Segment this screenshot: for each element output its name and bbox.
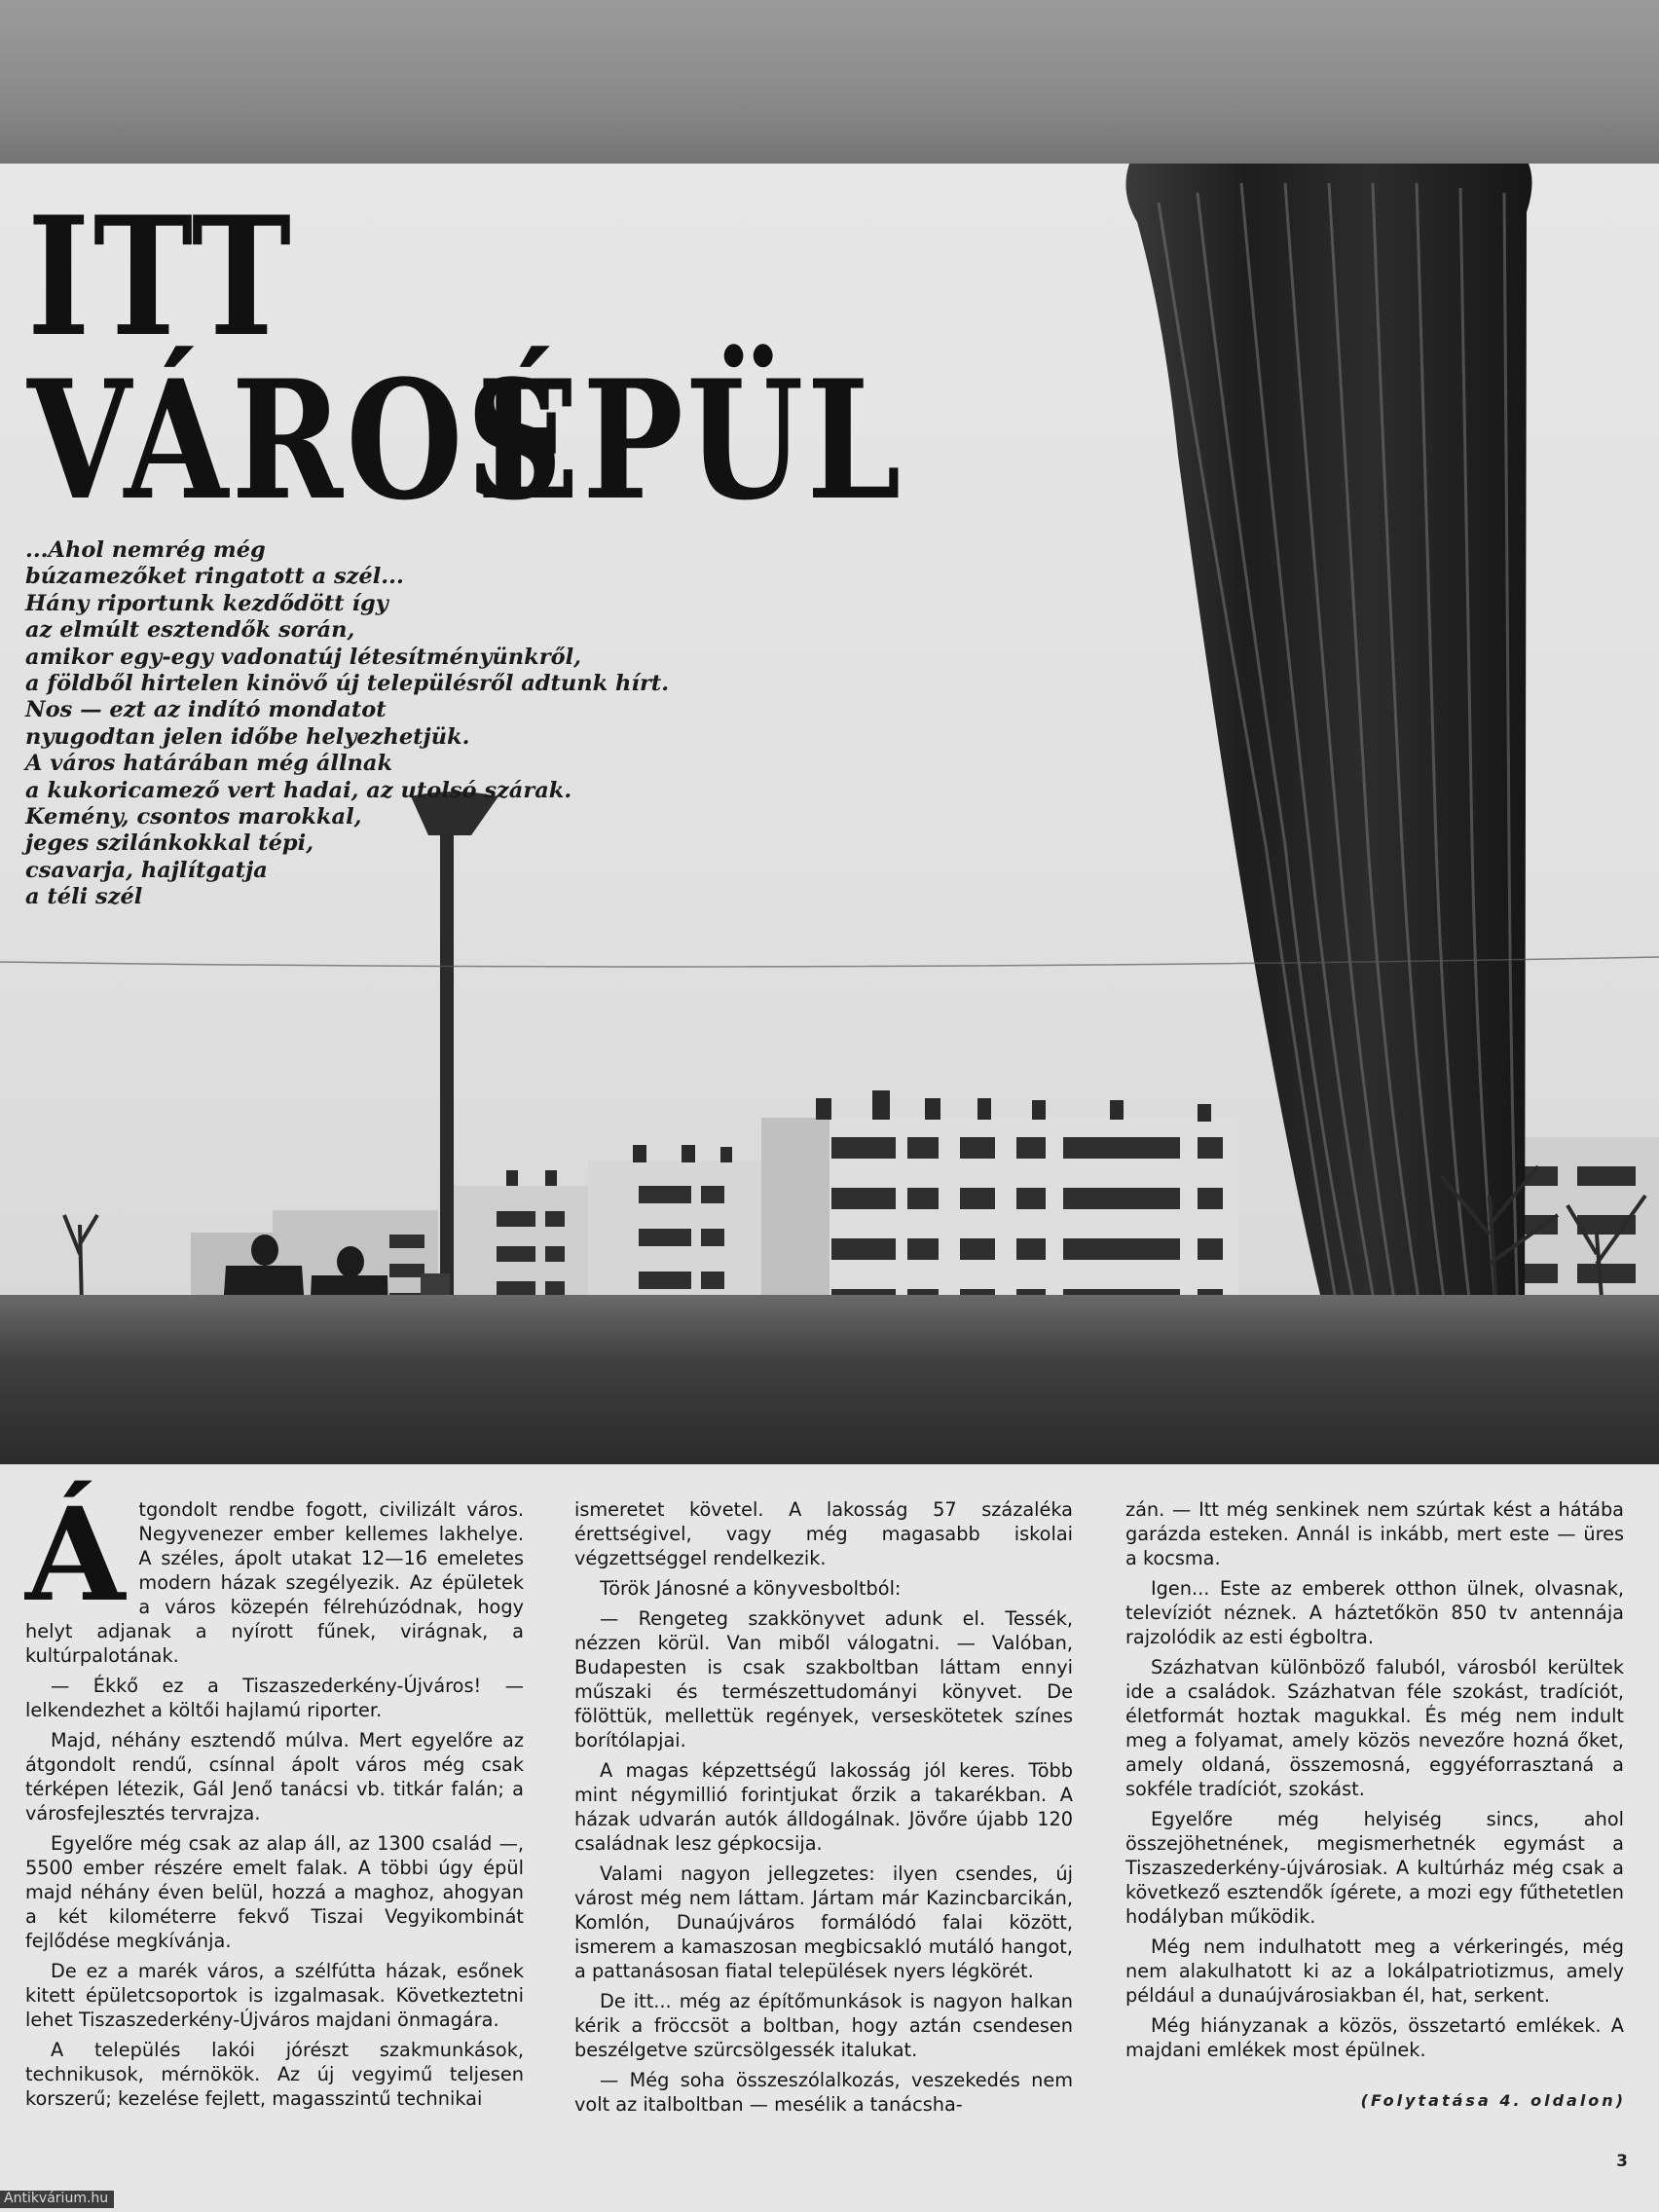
article-paragraph: — Ékkő ez a Tiszaszederkény-Újváros! — lelkendezhet a költői hajlamú riporter. (25, 1675, 524, 1721)
article-paragraph: A magas képzettségű lakosság jól keres. Több mint négymillió forintjukat őrzik a takarékban. A házak udvarán autók álldogálnak. Jövőre újabb 120 családnak lesz gépkocsija. (574, 1759, 1073, 1855)
intro-line: Nos — ezt az indító mondatot (25, 697, 387, 723)
intro-line: Kemény, csontos marokkal, (25, 804, 362, 830)
article-paragraph: — Még soha összeszólalkozás, veszekedés nem volt az italboltban — mesélik a tanácsha- (574, 2069, 1073, 2116)
intro-line: Hány riportunk kezdődött így (25, 590, 388, 616)
article-paragraph: Majd, néhány esztendő múlva. Mert egyelőre az átgondolt rendű, csínnal ápolt város még csak térképen létezik, Gál Jenő tanácsi vb. titkár falán; a városfejlesztés tervrajza. (25, 1729, 524, 1825)
article-paragraph: Még nem indulhatott meg a vérkeringés, még nem alakulhatott ki az a lokálpatriotizmus, amely például a dunaújvárosiakban él, hat, serkent. (1125, 1936, 1624, 2007)
intro-line: jeges szilánkokkal tépi, (25, 830, 314, 857)
intro-line: amikor egy-egy vadonatúj létesítményünkről, (25, 644, 581, 670)
article-paragraph: Török Jánosné a könyvesboltból: (600, 1577, 902, 1600)
paragraph-text: tgondolt rendbe fogott, civilizált város. Negyvenezer ember kellemes lakhelye. A széles, ápolt utakat 12—16 emeletes modern házak szegélyezik. Az épületek a város közepén félrehúzódnak, hogy helyt adjanak a nyírott fűnek, virágnak, a kultúrpalotának. (25, 1498, 524, 1667)
article-paragraph: — Rengeteg szakkönyvet adunk el. Tessék, nézzen körül. Van miből válogatni. — Valóban, Budapesten is csak szakboltban láttam ennyi műszaki és természettudományi könyvet. De fölöttük, mellettük regények, verseskötetek színes borítólapjai. (574, 1607, 1073, 1751)
article-paragraph: Egyelőre még csak az alap áll, az 1300 család —, 5500 ember részére emelt falak. A többi úgy épül majd néhány éven belül, hozzá a maghoz, ahogyan a két kilométerre fekvő Tiszai Vegyikombinát fejlődése megkívánja. (25, 1832, 524, 1952)
article-column-2 (574, 1497, 1073, 2122)
headline-line-2: ÉPÜL (477, 344, 904, 536)
article-paragraph: Igen... Este az emberek otthon ülnek, olvasnak, televíziót néznek. A háztetőkön 850 tv antennája rajzolódik az esti égboltra. (1125, 1577, 1624, 1648)
intro-line: az elmúlt esztendők során, (25, 617, 355, 644)
article-paragraph: Még hiányzanak a közös, összetartó emlékek. A majdani emlékek most épülnek. (1125, 2014, 1624, 2061)
article-paragraph: De ez a marék város, a szélfútta házak, esőnek kitett épületcsoportok is izgalmasak. Következtetni lehet Tiszaszederkény-Újváros majdani önmagára. (25, 1960, 524, 2031)
intro-line: a földből hirtelen kinövő új településről adtunk hírt. (25, 671, 670, 697)
article-paragraph: De itt... még az építőmunkások is nagyon halkan kérik a fröccsöt a boltban, hogy aztán csendesen beszélgetve szürcsölgessék italukat. (574, 1990, 1073, 2061)
background-strip (0, 0, 1659, 180)
intro-line: a téli szél (25, 884, 143, 910)
headline-line-1: ITT VÁROS (27, 180, 567, 536)
article-column-3 (1125, 1497, 1624, 2068)
article-paragraph: A település lakói jórészt szakmunkások, technikusok, mérnökök. Az új vegyimű teljesen korszerű; kezelése fejlett, magasszintű technikai (25, 2039, 524, 2110)
intro-line: ...Ahol nemrég még (25, 537, 266, 563)
page-number: 3 (1616, 2152, 1628, 2171)
article-paragraph: Százhatvan különböző faluból, városból kerültek ide a családok. Százhatvan féle szokást, tradíciót, életformát hoztak magukkal. És még nem indult meg a folyamat, amely közös nevezőre hozná őket, amely oldaná, összemosná, eggyéforrasztaná a sokféle tradíciót, szokást. (1125, 1656, 1624, 1800)
intro-verse (25, 537, 833, 911)
watermark: Antikvárium.hu (0, 2191, 114, 2208)
article-paragraph: Valami nagyon jellegzetes: ilyen csendes, új várost még nem láttam. Jártam már Kazincbarcikán, Komlón, Dunaújváros formálódó falai között, ismerem a kamaszosan megbicsakló mutáló hangot, a pattanásosan fiatal települések nyers légkörét. (574, 1862, 1073, 1982)
intro-line: csavarja, hajlítgatja (25, 857, 268, 883)
intro-line: A város határában még állnak (25, 751, 393, 777)
continuation-note: (Folytatása 4. oldalon) (1360, 2091, 1626, 2110)
article-column-1 (25, 1480, 524, 2117)
article-paragraph: Egyelőre még helyiség sincs, ahol összejöhetnének, megismerhetnék egymást a Tiszaszederkény-újvárosiak. A kultúrház még csak a következő esztendők ígérete, a mozi egy fűthetetlen hodályban működik. (1125, 1808, 1624, 1928)
drop-cap: Á (25, 1480, 126, 1631)
article-paragraph (25, 1480, 524, 1668)
intro-line: a kukoricamező vert hadai, az utolsó szárak. (25, 777, 572, 803)
article-paragraph: zán. — Itt még senkinek nem szúrtak kést a hátába garázda esteken. Annál is inkább, mert este — üres a kocsma. (1125, 1498, 1624, 1569)
photo-foreground-shadow (0, 1295, 1659, 1464)
intro-line: nyugodtan jelen időbe helyezhetjük. (25, 723, 470, 750)
article-paragraph: ismeretet követel. A lakosság 57 százaléka érettségivel, vagy még magasabb iskolai végzettséggel rendelkezik. (574, 1498, 1073, 1569)
intro-line: búzamezőket ringatott a szél... (25, 564, 404, 590)
